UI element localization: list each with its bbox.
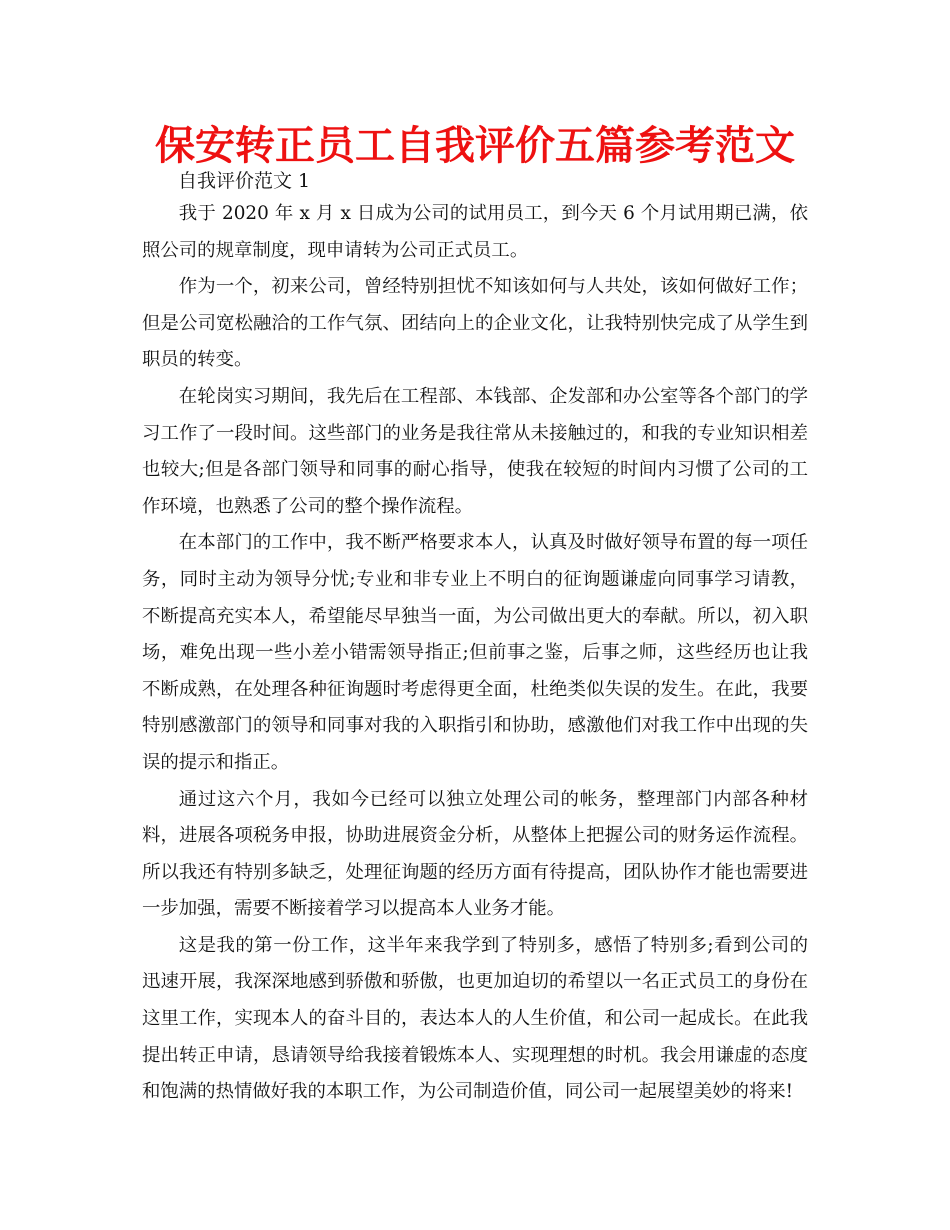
section-heading: 自我评价范文 1 [178,170,311,192]
paragraph-6: 这是我的第一份工作，这半年来我学到了特别多，感悟了特别多;看到公司的迅速开展，我深深地感到骄傲和骄傲，也更加迫切的希望以一名正式员工的身份在这里工作，实现本人的奋斗目的，表达本人的人生价值，和公司一起成长。在此我提出转正申请，恳请领导给我接着锻炼本人、实现理想的时机。我会用谦虚的态度和饱满的热情做好我的本职工作，为公司制造价值，同公司一起展望美妙的将来! [142,934,808,1103]
paragraph-5: 通过这六个月，我如今已经可以独立处理公司的帐务，整理部门内部各种材料，进展各项税务申报，协助进展资金分析，从整体上把握公司的财务运作流程。所以我还有特别多缺乏，处理征询题的经历方面有待提高，团队协作才能也需要进一步加强，需要不断接着学习以提高本人业务才能。 [142,788,808,920]
paragraph-1: 我于 2020 年 x 月 x 日成为公司的试用员工，到今天 6 个月试用期已满，依照公司的规章制度，现申请转为公司正式员工。 [142,203,808,261]
paragraph-4: 在本部门的工作中，我不断严格要求本人，认真及时做好领导布置的每一项任务，同时主动为领导分忧;专业和非专业上不明白的征询题谦虚向同事学习请教，不断提高充实本人，希望能尽早独当一面，为公司做出更大的奉献。所以，初入职场，难免出现一些小差小错需领导指正;但前事之鉴，后事之师，这些经历也让我不断成熟，在处理各种征询题时考虑得更全面，杜绝类似失误的发生。在此，我要特别感激部门的领导和同事对我的入职指引和协助，感激他们对我工作中出现的失误的提示和指正。 [142,532,808,773]
paragraph-3: 在轮岗实习期间，我先后在工程部、本钱部、企发部和办公室等各个部门的学习工作了一段时间。这些部门的业务是我往常从未接触过的，和我的专业知识相差也较大;但是各部门领导和同事的耐心指导，使我在较短的时间内习惯了公司的工作环境，也熟悉了公司的整个操作流程。 [142,385,808,517]
document-body [142,196,808,1111]
paragraph-2: 作为一个，初来公司，曾经特别担忧不知该如何与人共处，该如何做好工作；但是公司宽松融洽的工作气氛、团结向上的企业文化，让我特别快完成了从学生到职员的转变。 [142,276,808,371]
document-title: 保安转正员工自我评价五篇参考范文 [155,123,795,169]
